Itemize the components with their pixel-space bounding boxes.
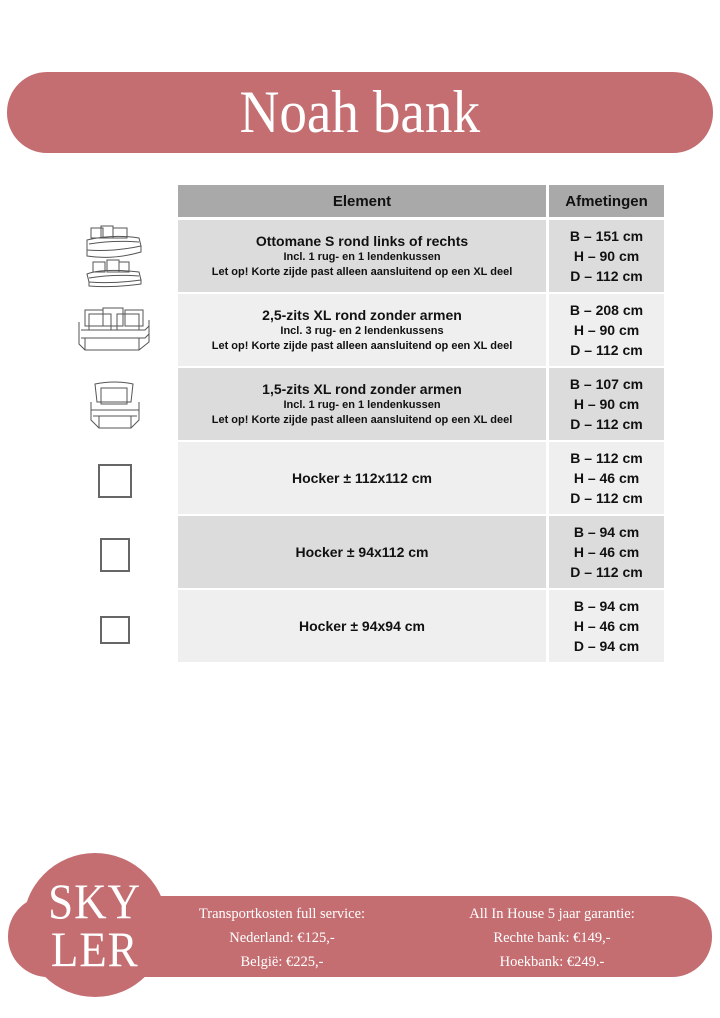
transport-nl: Nederland: €125,-	[229, 930, 335, 946]
dim-depth: D – 112 cm	[570, 268, 643, 284]
dim-width: B – 94 cm	[573, 524, 640, 540]
dim-width: B – 112 cm	[570, 450, 643, 466]
transport-be: België: €225,-	[240, 954, 324, 970]
element-name: Hocker ± 94x112 cm	[295, 544, 429, 560]
table-row	[178, 442, 664, 514]
icon-slot	[60, 369, 170, 444]
dim-depth: D – 112 cm	[570, 342, 643, 358]
element-name: Hocker ± 94x94 cm	[299, 618, 425, 634]
dimensions-cell	[549, 368, 664, 440]
dim-width: B – 151 cm	[569, 228, 644, 244]
element-cell	[178, 590, 546, 662]
skyler-logo	[23, 853, 167, 997]
hocker-small-square-icon	[99, 615, 131, 645]
dim-height: H – 90 cm	[573, 396, 640, 412]
warranty-info	[432, 902, 672, 974]
element-note: Let op! Korte zijde past alleen aansluitend op een XL deel	[211, 266, 513, 278]
dim-width: B – 94 cm	[573, 598, 640, 614]
element-note: Let op! Korte zijde past alleen aansluitend op een XL deel	[211, 414, 513, 426]
table-header	[178, 185, 664, 217]
column-header-element: Element	[178, 185, 546, 217]
dim-width: B – 107 cm	[569, 376, 644, 392]
dim-height: H – 46 cm	[573, 470, 640, 486]
element-cell	[178, 368, 546, 440]
element-cell	[178, 294, 546, 366]
dimensions-cell	[549, 220, 664, 292]
dim-height: H – 46 cm	[573, 618, 640, 634]
page-title: Noah bank	[239, 78, 481, 145]
logo-line-1: SKY	[48, 873, 142, 929]
element-name: 2,5-zits XL rond zonder armen	[262, 307, 462, 323]
hocker-square-icon	[97, 463, 133, 499]
element-detail: Incl. 1 rug- en 1 lendenkussen	[283, 399, 441, 411]
ottoman-sofa-icon	[83, 224, 147, 290]
title-banner	[7, 72, 713, 153]
table-row	[178, 368, 664, 440]
dimensions-cell	[549, 442, 664, 514]
element-name: Ottomane S rond links of rechts	[255, 233, 469, 249]
dimensions-cell	[549, 294, 664, 366]
icon-slot	[60, 220, 170, 295]
element-note: Let op! Korte zijde past alleen aansluitend op een XL deel	[211, 340, 513, 352]
warranty-corner: Hoekbank: €249.-	[499, 954, 605, 970]
element-cell	[178, 220, 546, 292]
element-name: Hocker ± 112x112 cm	[291, 470, 432, 486]
dim-depth: D – 112 cm	[570, 416, 643, 432]
element-cell	[178, 516, 546, 588]
dimensions-cell	[549, 516, 664, 588]
element-detail: Incl. 1 rug- en 1 lendenkussen	[283, 251, 441, 263]
element-name: 1,5-zits XL rond zonder armen	[262, 381, 462, 397]
element-illustrations	[60, 220, 170, 667]
spec-table	[178, 185, 664, 664]
logo-line-2: LER	[51, 921, 139, 977]
table-row	[178, 220, 664, 292]
sofa-2-5-seat-icon	[75, 306, 155, 358]
dim-width: B – 208 cm	[569, 302, 644, 318]
dim-depth: D – 112 cm	[570, 564, 643, 580]
table-row	[178, 294, 664, 366]
transport-heading: Transportkosten full service:	[198, 906, 366, 922]
icon-slot	[60, 518, 170, 593]
dim-height: H – 90 cm	[573, 248, 640, 264]
element-detail: Incl. 3 rug- en 2 lendenkussens	[280, 325, 444, 337]
table-row	[178, 590, 664, 662]
icon-slot	[60, 593, 170, 668]
icon-slot	[60, 295, 170, 370]
sofa-1-5-seat-icon	[85, 380, 145, 432]
dim-depth: D – 94 cm	[573, 638, 640, 654]
element-cell	[178, 442, 546, 514]
dim-depth: D – 112 cm	[570, 490, 643, 506]
warranty-heading: All In House 5 jaar garantie:	[469, 906, 635, 922]
column-header-dimensions: Afmetingen	[549, 185, 664, 217]
dim-height: H – 90 cm	[573, 322, 640, 338]
icon-slot	[60, 444, 170, 519]
hocker-rect-icon	[99, 537, 131, 573]
table-row	[178, 516, 664, 588]
dim-height: H – 46 cm	[573, 544, 640, 560]
warranty-straight: Rechte bank: €149,-	[493, 930, 611, 946]
dimensions-cell	[549, 590, 664, 662]
transport-costs	[162, 902, 402, 974]
